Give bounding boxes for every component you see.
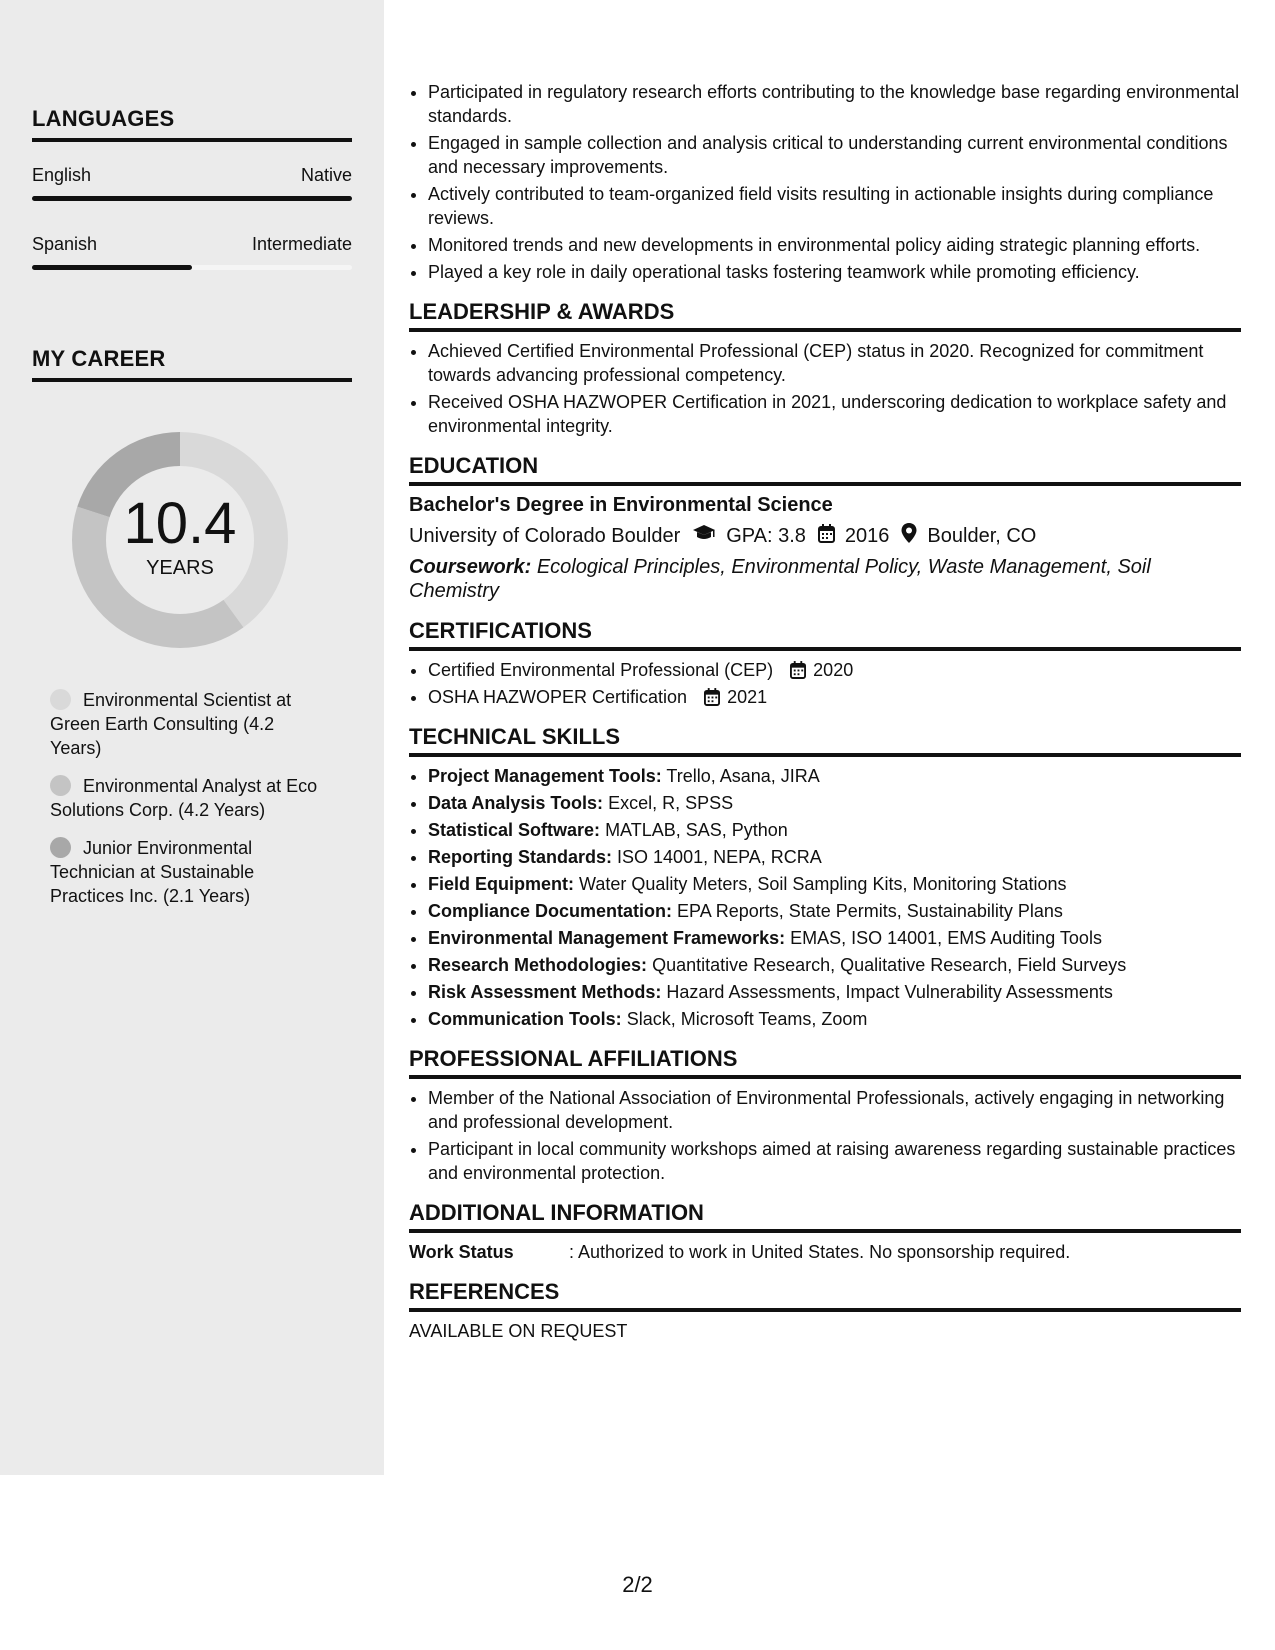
language-bar-fill xyxy=(32,265,192,270)
additional-info-section xyxy=(409,1201,1241,1264)
graduation-cap-icon xyxy=(692,524,716,548)
skill-value: MATLAB, SAS, Python xyxy=(605,820,788,840)
language-bar-spanish xyxy=(32,265,352,270)
skill-label: Field Equipment: xyxy=(428,874,574,894)
list-item: • Achieved Certified Environmental Professional (CEP) status in 2020. Recognized for commitment towards advancing professional competency. xyxy=(428,339,1241,387)
career-item-text: Junior Environmental Technician at Sustainable Practices Inc. (2.1 Years) xyxy=(50,838,255,906)
graduation-year: 2016 xyxy=(844,525,890,547)
language-name: English xyxy=(32,165,92,185)
skill-label: Risk Assessment Methods: xyxy=(428,982,662,1002)
language-bar-english xyxy=(32,196,352,201)
skill-value: Trello, Asana, JIRA xyxy=(666,766,820,786)
coursework xyxy=(409,555,1241,603)
main-content xyxy=(409,80,1241,1343)
education-section xyxy=(409,454,1241,603)
calendar-icon xyxy=(818,524,835,549)
career-total-years: 10.4 xyxy=(123,490,237,556)
gpa: GPA: 3.8 xyxy=(726,525,806,547)
career-item xyxy=(50,836,330,908)
degree-title: Bachelor's Degree in Environmental Science xyxy=(409,494,833,516)
legend-dot xyxy=(50,775,71,796)
list-item: • Received OSHA HAZWOPER Certification in 2021, underscoring dedication to workplace safety and environmental integrity. xyxy=(428,390,1241,438)
list-item xyxy=(428,1007,1241,1031)
skill-label: Data Analysis Tools: xyxy=(428,793,604,813)
language-name: Spanish xyxy=(32,234,98,254)
language-row-spanish xyxy=(32,234,352,255)
skill-label: Project Management Tools: xyxy=(428,766,662,786)
list-item: • Participant in local community workshops aimed at raising awareness regarding sustainable practices and environmental protection. xyxy=(428,1137,1241,1185)
career-item xyxy=(50,774,330,822)
section-title: TECHNICAL SKILLS xyxy=(409,725,1241,757)
list-item xyxy=(428,845,1241,869)
location-pin-icon xyxy=(901,523,917,549)
school-name: University of Colorado Boulder xyxy=(409,525,681,547)
list-item xyxy=(428,791,1241,815)
career-donut-chart xyxy=(66,426,294,654)
skill-value: Quantitative Research, Qualitative Research, Field Surveys xyxy=(652,955,1127,975)
career-donut-center xyxy=(66,426,294,654)
certifications-section xyxy=(409,619,1241,709)
section-title: PROFESSIONAL AFFILIATIONS xyxy=(409,1047,1241,1079)
list-item xyxy=(428,980,1241,1004)
leadership-section xyxy=(409,300,1241,438)
certification-date xyxy=(704,687,767,707)
skill-value: EMAS, ISO 14001, EMS Auditing Tools xyxy=(790,928,1102,948)
list-item xyxy=(428,926,1241,950)
list-item xyxy=(428,764,1241,788)
certification-year: 2020 xyxy=(813,660,854,680)
list-item: • Monitored trends and new developments in environmental policy aiding strategic planning efforts. xyxy=(428,233,1241,257)
coursework-list: Ecological Principles, Environmental Policy, Waste Management, Soil Chemistry xyxy=(409,556,1151,602)
list-item xyxy=(428,872,1241,896)
skill-label: Communication Tools: xyxy=(428,1009,622,1029)
section-title: LEADERSHIP & AWARDS xyxy=(409,300,1241,332)
language-row-english xyxy=(32,165,352,186)
skill-label: Environmental Management Frameworks: xyxy=(428,928,786,948)
list-item: • Member of the National Association of Environmental Professionals, actively engaging in networking and professional development. xyxy=(428,1086,1241,1134)
skill-label: Reporting Standards: xyxy=(428,847,613,867)
section-title: EDUCATION xyxy=(409,454,1241,486)
education-meta xyxy=(409,523,1241,549)
skill-label: Statistical Software: xyxy=(428,820,601,840)
skill-value: Water Quality Meters, Soil Sampling Kits, Monitoring Stations xyxy=(579,874,1067,894)
work-status-label: Work Status xyxy=(409,1242,514,1262)
coursework-label: Coursework: xyxy=(409,556,532,578)
certification-name: OSHA HAZWOPER Certification xyxy=(428,687,688,707)
languages-title: LANGUAGES xyxy=(32,106,352,142)
career-years-unit: YEARS xyxy=(146,556,214,579)
section-title: ADDITIONAL INFORMATION xyxy=(409,1201,1241,1233)
list-item xyxy=(428,953,1241,977)
section-title: REFERENCES xyxy=(409,1280,1241,1312)
skills-section xyxy=(409,725,1241,1031)
skill-value: ISO 14001, NEPA, RCRA xyxy=(617,847,822,867)
list-item: • Played a key role in daily operational tasks fostering teamwork while promoting efficiency. xyxy=(428,260,1241,284)
career-list xyxy=(50,688,330,922)
sidebar xyxy=(0,0,384,1475)
career-item-text: Environmental Scientist at Green Earth Consulting (4.2 Years) xyxy=(50,690,292,758)
page-number: 2/2 xyxy=(622,1572,653,1597)
skill-value: Hazard Assessments, Impact Vulnerability Assessments xyxy=(666,982,1113,1002)
skill-value: EPA Reports, State Permits, Sustainability Plans xyxy=(677,901,1063,921)
career-title: MY CAREER xyxy=(32,346,352,382)
list-item xyxy=(428,818,1241,842)
legend-dot xyxy=(50,837,71,858)
legend-dot xyxy=(50,689,71,710)
work-status-value: : Authorized to work in United States. No sponsorship required. xyxy=(569,1242,1071,1262)
skill-value: Excel, R, SPSS xyxy=(608,793,734,813)
experience-bullets xyxy=(409,80,1241,284)
list-item: • Actively contributed to team-organized field visits resulting in actionable insights during compliance reviews. xyxy=(428,182,1241,230)
list-item xyxy=(428,685,1241,709)
section-title: CERTIFICATIONS xyxy=(409,619,1241,651)
calendar-icon xyxy=(790,661,806,679)
references-text: AVAILABLE ON REQUEST xyxy=(409,1321,628,1341)
certification-date xyxy=(790,660,853,680)
certification-name: Certified Environmental Professional (CEP) xyxy=(428,660,774,680)
list-item: • Participated in regulatory research efforts contributing to the knowledge base regarding environmental standards. xyxy=(428,80,1241,128)
skill-value: Slack, Microsoft Teams, Zoom xyxy=(626,1009,868,1029)
affiliations-section xyxy=(409,1047,1241,1185)
certification-year: 2021 xyxy=(727,687,768,707)
list-item: • Engaged in sample collection and analysis critical to understanding current environmental conditions and necessary improvements. xyxy=(428,131,1241,179)
list-item xyxy=(428,899,1241,923)
list-item xyxy=(428,658,1241,682)
calendar-icon xyxy=(704,688,720,706)
work-status-row xyxy=(409,1240,1241,1264)
skill-label: Compliance Documentation: xyxy=(428,901,673,921)
language-bar-fill xyxy=(32,196,352,201)
school-location: Boulder, CO xyxy=(927,525,1037,547)
language-level: Native xyxy=(300,165,352,185)
language-level: Intermediate xyxy=(251,234,352,254)
references-section xyxy=(409,1280,1241,1343)
career-item xyxy=(50,688,330,760)
skill-label: Research Methodologies: xyxy=(428,955,648,975)
career-item-text: Environmental Analyst at Eco Solutions Corp. (4.2 Years) xyxy=(50,776,318,820)
